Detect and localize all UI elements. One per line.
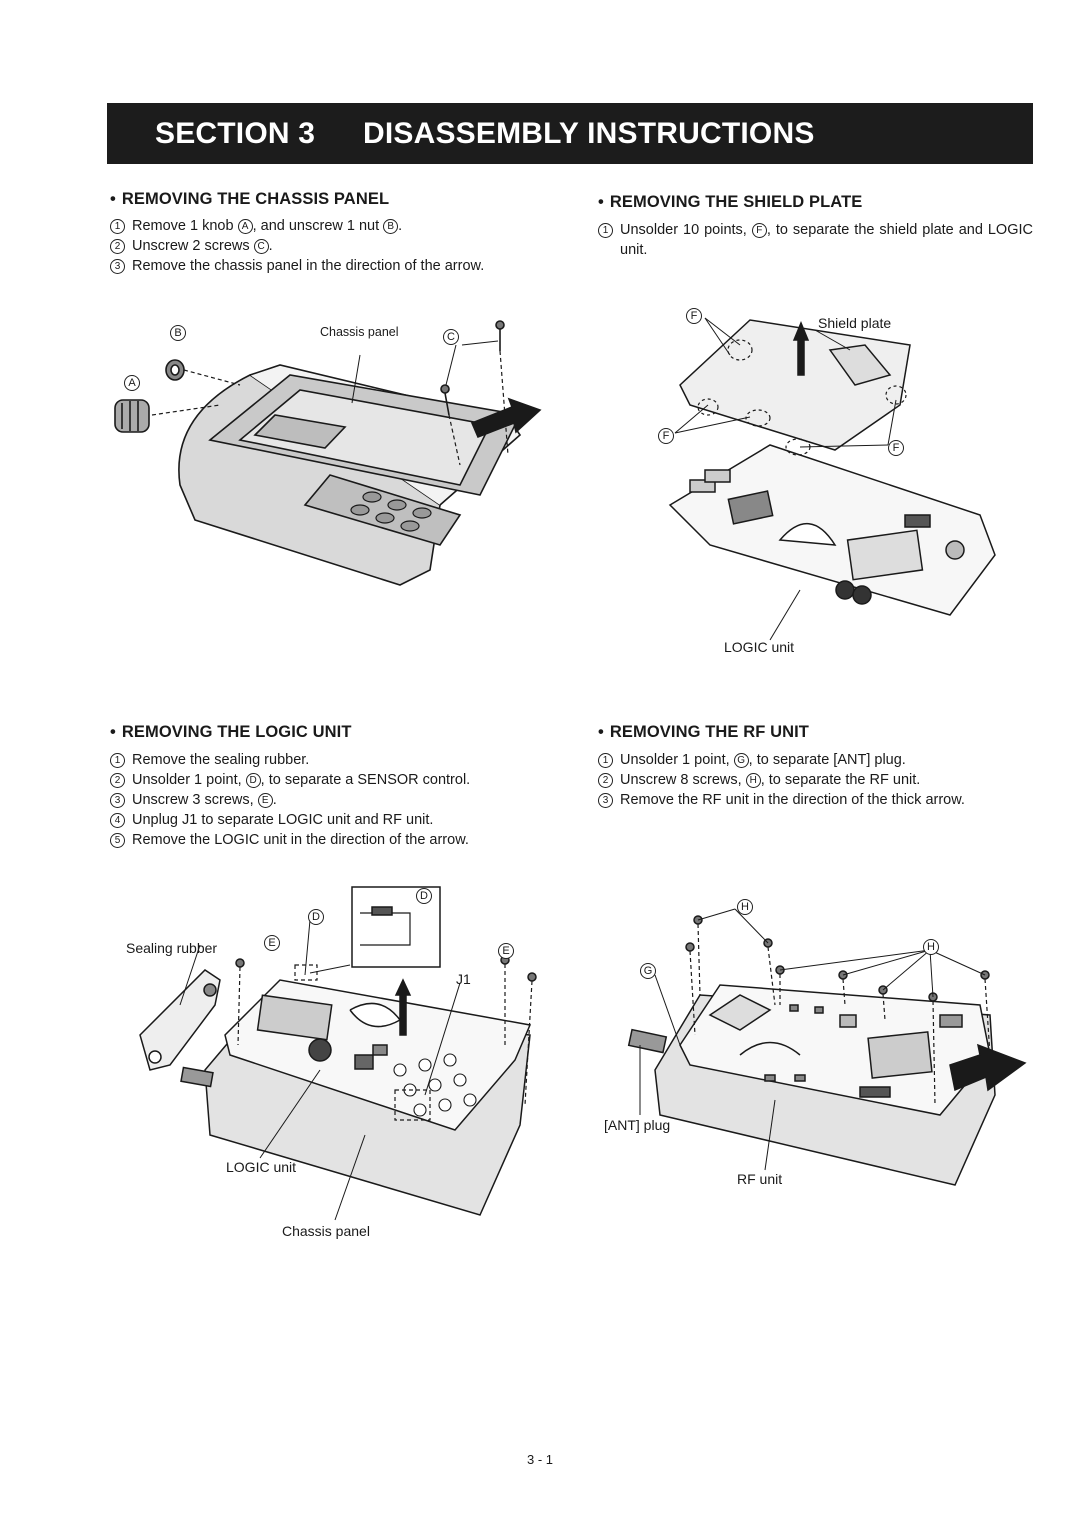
step: 3 Remove the chassis panel in the direction of the arrow.: [110, 256, 550, 276]
chassis-drawing: [100, 315, 560, 595]
callout-b: B: [170, 325, 186, 341]
callout-e: E: [498, 943, 514, 959]
callout-d: D: [308, 909, 324, 925]
page-number: 3 - 1: [526, 1452, 553, 1467]
label-j1: J1: [456, 971, 471, 987]
figure-logic-unit: [110, 885, 550, 1245]
figure-chassis-panel: [100, 315, 560, 595]
callout-e: E: [264, 935, 280, 951]
callout-h: H: [923, 939, 939, 955]
steps-rf-unit: [598, 750, 1033, 810]
label-ant-plug: [ANT] plug: [604, 1117, 671, 1133]
callout-f: F: [888, 440, 904, 456]
step: 3 Remove the RF unit in the direction of the thick arrow.: [598, 790, 1033, 810]
heading-rf-unit: • REMOVING THE RF UNIT: [598, 723, 809, 741]
bullet-icon: •: [110, 190, 116, 208]
callout-c: C: [443, 329, 459, 345]
callout-f: F: [686, 308, 702, 324]
section-number: SECTION 3: [155, 117, 316, 150]
step: 5 Remove the LOGIC unit in the direction of the arrow.: [110, 830, 550, 850]
step: 1 Remove 1 knob A , and unscrew 1 nut B .: [110, 216, 550, 236]
rf-drawing: [600, 895, 1030, 1195]
step: 1 Unsolder 10 points, F , to separate the shield plate and LOGIC unit.: [598, 220, 1033, 260]
label-shield-plate: Shield plate: [818, 315, 892, 331]
label-logic-unit: LOGIC unit: [724, 639, 795, 655]
section-title: DISASSEMBLY INSTRUCTIONS: [363, 117, 815, 150]
step: 2 Unscrew 2 screws C .: [110, 236, 550, 256]
label-logic-unit: LOGIC unit: [226, 1159, 297, 1175]
shield-drawing: [650, 305, 1010, 655]
step: 2 Unscrew 8 screws, H , to separate the RF unit.: [598, 770, 1033, 790]
steps-logic-unit: [110, 750, 550, 850]
step: 1 Remove the sealing rubber.: [110, 750, 550, 770]
label-sealing-rubber: Sealing rubber: [126, 940, 218, 956]
steps-chassis-panel: [110, 216, 550, 276]
callout-g: G: [640, 963, 656, 979]
callout-a: A: [124, 375, 140, 391]
step: 2 Unsolder 1 point, D , to separate a SENSOR control.: [110, 770, 550, 790]
bullet-icon: •: [598, 723, 604, 741]
bullet-icon: •: [110, 723, 116, 741]
bullet-icon: •: [598, 193, 604, 211]
heading-logic-unit: • REMOVING THE LOGIC UNIT: [110, 723, 352, 741]
callout-d: D: [416, 888, 432, 904]
figure-shield-plate: [650, 305, 1010, 655]
section-banner: [107, 103, 1033, 164]
step: 3 Unscrew 3 screws, E .: [110, 790, 550, 810]
step: 4 Unplug J1 to separate LOGIC unit and RF unit.: [110, 810, 550, 830]
steps-shield-plate: [598, 220, 1033, 260]
callout-h: H: [737, 899, 753, 915]
figure-rf-unit: [600, 895, 1030, 1195]
heading-shield-plate: • REMOVING THE SHIELD PLATE: [598, 193, 863, 211]
heading-chassis-panel: • REMOVING THE CHASSIS PANEL: [110, 190, 390, 208]
label-chassis-panel: Chassis panel: [282, 1223, 370, 1239]
label-chassis-panel: Chassis panel: [320, 325, 399, 339]
step: 1 Unsolder 1 point, G , to separate [ANT] plug.: [598, 750, 1033, 770]
logic-drawing: [110, 885, 550, 1245]
label-rf-unit: RF unit: [737, 1171, 783, 1187]
callout-f: F: [658, 428, 674, 444]
